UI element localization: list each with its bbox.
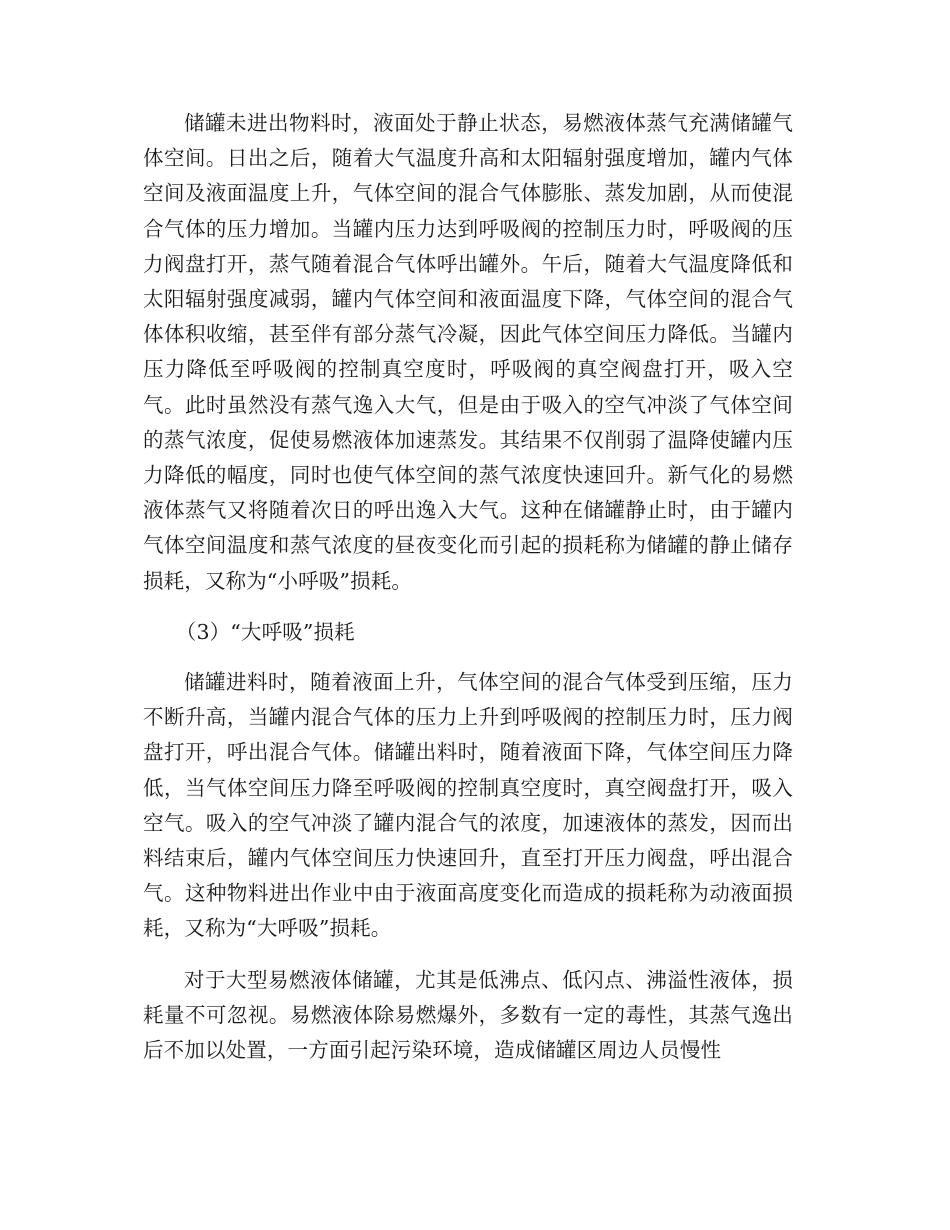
section-heading-big-breathing-loss: （3）“大呼吸”损耗 [175, 619, 355, 644]
paragraph-big-breathing-loss: 储罐进料时，随着液面上升，气体空间的混合气体受到压缩，压力不断升高，当罐内混合气体的压力上升到呼吸阀的控制压力时，压力阀盘打开，呼出混合气体。储罐出料时，随着液面下降，气体空间压力降低，当气体空间压力降至呼吸阀的控制真空度时，真空阀盘打开，吸入空气。吸入的空气冲淡了罐内混合气的浓度，加速液体的蒸发，因而出料结束后，罐内气体空间压力快速回升，直至打开压力阀盘，呼出混合气。这种物料进出作业中由于液面高度变化而造成的损耗称为动液面损耗，又称为“大呼吸”损耗。 [143, 670, 793, 941]
paragraph-large-tank-loss: 对于大型易燃液体储罐，尤其是低沸点、低闪点、沸溢性液体，损耗量不可忽视。易燃液体除易燃爆外，多数有一定的毒性，其蒸气逸出后不加以处置，一方面引起污染环境，造成储罐区周边人员慢性 [143, 967, 793, 1063]
paragraph-small-breathing-loss: 储罐未进出物料时，液面处于静止状态，易燃液体蒸气充满储罐气体空间。日出之后，随着大气温度升高和太阳辐射强度增加，罐内气体空间及液面温度上升，气体空间的混合气体膨胀、蒸发加剧，从而使混合气体的压力增加。当罐内压力达到呼吸阀的控制压力时，呼吸阀的压力阀盘打开，蒸气随着混合气体呼出罐外。午后，随着大气温度降低和太阳辐射强度减弱，罐内气体空间和液面温度下降，气体空间的混合气体体积收缩，甚至伴有部分蒸气冷凝，因此气体空间压力降低。当罐内压力降低至呼吸阀的控制真空度时，呼吸阀的真空阀盘打开，吸入空气。此时虽然没有蒸气逸入大气，但是由于吸入的空气冲淡了气体空间的蒸气浓度，促使易燃液体加速蒸发。其结果不仅削弱了温降使罐内压力降低的幅度，同时也使气体空间的蒸气浓度快速回升。新气化的易燃液体蒸气又将随着次日的呼出逸入大气。这种在储罐静止时，由于罐内气体空间温度和蒸气浓度的昼夜变化而引起的损耗称为储罐的静止储存损耗，又称为“小呼吸”损耗。 [143, 111, 793, 593]
document-body [143, 106, 793, 1084]
